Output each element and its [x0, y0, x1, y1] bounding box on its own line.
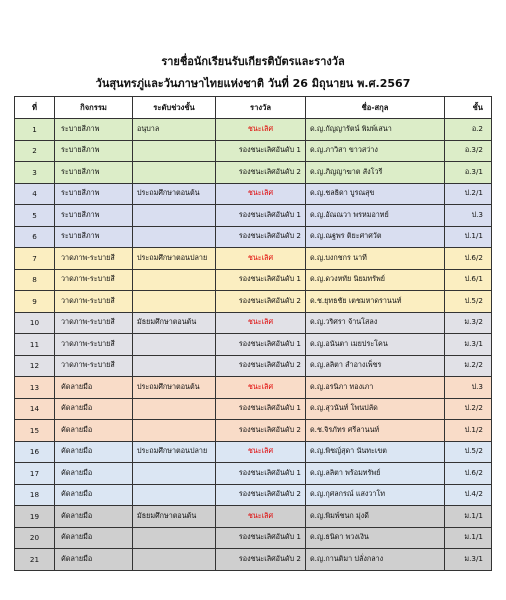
cell-award: รองชนะเลิศอันดับ 2 [216, 162, 306, 184]
cell-award: รองชนะเลิศอันดับ 2 [216, 420, 306, 442]
cell-name: ด.ญ.อัณณวา พรหมอาทย์ [306, 205, 445, 227]
cell-activity: วาดภาพ-ระบายสี [55, 312, 133, 334]
table-row [15, 162, 492, 184]
cell-level [133, 205, 216, 227]
cell-award: ชนะเลิศ [216, 377, 306, 399]
cell-class: ป.2/1 [445, 183, 492, 205]
table-row [15, 398, 492, 420]
table-row [15, 355, 492, 377]
table-row [15, 291, 492, 313]
cell-activity: คัดลายมือ [55, 549, 133, 571]
cell-name: ด.ญ.ธนิดา พวงเงิน [306, 527, 445, 549]
cell-award: รองชนะเลิศอันดับ 2 [216, 291, 306, 313]
cell-no: 8 [15, 269, 55, 291]
cell-activity: วาดภาพ-ระบายสี [55, 334, 133, 356]
cell-no: 21 [15, 549, 55, 571]
cell-award: รองชนะเลิศอันดับ 1 [216, 269, 306, 291]
cell-no: 7 [15, 248, 55, 270]
cell-award: รองชนะเลิศอันดับ 2 [216, 549, 306, 571]
cell-activity: ระบายสีภาพ [55, 162, 133, 184]
column-header-activity: กิจกรรม [55, 97, 133, 119]
cell-name: ด.ญ.ลลิตา สำอางเพ็ชร [306, 355, 445, 377]
table-row [15, 183, 492, 205]
cell-award: รองชนะเลิศอันดับ 1 [216, 463, 306, 485]
cell-award: รองชนะเลิศอันดับ 2 [216, 355, 306, 377]
cell-award: ชนะเลิศ [216, 248, 306, 270]
cell-class: ป.6/2 [445, 463, 492, 485]
cell-activity: คัดลายมือ [55, 441, 133, 463]
column-header-award: รางวัล [216, 97, 306, 119]
cell-award: รองชนะเลิศอันดับ 2 [216, 484, 306, 506]
cell-name: ด.ญ.กุศลกรณ์ แสงวาโท [306, 484, 445, 506]
awards-table [14, 96, 492, 571]
cell-name: ด.ญ.พิชญ์สุดา นันทะเขต [306, 441, 445, 463]
cell-activity: คัดลายมือ [55, 506, 133, 528]
cell-name: ด.ญ.ดวงหทัย นิยมทรัพย์ [306, 269, 445, 291]
cell-level [133, 484, 216, 506]
cell-level: มัธยมศึกษาตอนต้น [133, 312, 216, 334]
table-row [15, 119, 492, 141]
cell-level [133, 291, 216, 313]
cell-level [133, 420, 216, 442]
cell-name: ด.ช.จิรภัทร ศรีลานนท์ [306, 420, 445, 442]
cell-name: ด.ญ.กานติมา ปลั่งกลาง [306, 549, 445, 571]
table-row [15, 420, 492, 442]
cell-activity: คัดลายมือ [55, 377, 133, 399]
table-row [15, 506, 492, 528]
cell-name: ด.ช.ยุทธชัย เตชมหาดรานนท์ [306, 291, 445, 313]
cell-class: ป.2/2 [445, 398, 492, 420]
cell-no: 6 [15, 226, 55, 248]
cell-award: ชนะเลิศ [216, 506, 306, 528]
cell-award: รองชนะเลิศอันดับ 1 [216, 398, 306, 420]
table-row [15, 269, 492, 291]
cell-level [133, 549, 216, 571]
cell-no: 9 [15, 291, 55, 313]
cell-level: ประถมศึกษาตอนปลาย [133, 248, 216, 270]
cell-level: อนุบาล [133, 119, 216, 141]
table-header-row [15, 97, 492, 119]
column-header-level: ระดับช่วงชั้น [133, 97, 216, 119]
cell-award: รองชนะเลิศอันดับ 1 [216, 334, 306, 356]
cell-name: ด.ญ.บงกชกร นาที [306, 248, 445, 270]
cell-no: 20 [15, 527, 55, 549]
cell-level [133, 269, 216, 291]
cell-class: ม.2/2 [445, 355, 492, 377]
cell-class: ป.5/2 [445, 291, 492, 313]
cell-award: รองชนะเลิศอันดับ 2 [216, 226, 306, 248]
cell-activity: คัดลายมือ [55, 420, 133, 442]
cell-level: มัธยมศึกษาตอนต้น [133, 506, 216, 528]
cell-name: ด.ญ.สุวนันท์ โพนปลัด [306, 398, 445, 420]
cell-no: 12 [15, 355, 55, 377]
cell-level [133, 162, 216, 184]
cell-activity: คัดลายมือ [55, 484, 133, 506]
cell-activity: วาดภาพ-ระบายสี [55, 355, 133, 377]
cell-class: อ.2 [445, 119, 492, 141]
column-header-name: ชื่อ-สกุล [306, 97, 445, 119]
cell-activity: คัดลายมือ [55, 527, 133, 549]
cell-activity: ระบายสีภาพ [55, 226, 133, 248]
cell-no: 17 [15, 463, 55, 485]
cell-name: ด.ญ.ภาวิสา ขาวสว่าง [306, 140, 445, 162]
cell-level [133, 527, 216, 549]
table-row [15, 377, 492, 399]
cell-class: ม.3/1 [445, 334, 492, 356]
cell-no: 5 [15, 205, 55, 227]
cell-no: 1 [15, 119, 55, 141]
cell-activity: คัดลายมือ [55, 398, 133, 420]
cell-class: ป.1/1 [445, 226, 492, 248]
cell-activity: ระบายสีภาพ [55, 205, 133, 227]
cell-activity: คัดลายมือ [55, 463, 133, 485]
cell-activity: วาดภาพ-ระบายสี [55, 291, 133, 313]
table-row [15, 140, 492, 162]
cell-class: อ.3/1 [445, 162, 492, 184]
cell-award: รองชนะเลิศอันดับ 1 [216, 527, 306, 549]
cell-no: 3 [15, 162, 55, 184]
cell-award: ชนะเลิศ [216, 183, 306, 205]
cell-name: ด.ญ.อรนิภา ทองเภา [306, 377, 445, 399]
cell-class: ป.3 [445, 377, 492, 399]
cell-no: 19 [15, 506, 55, 528]
cell-level [133, 355, 216, 377]
column-header-class: ชั้น [445, 97, 492, 119]
cell-name: ด.ญ.พิมพ์ชนก มุ่งดี [306, 506, 445, 528]
cell-level: ประถมศึกษาตอนต้น [133, 183, 216, 205]
cell-no: 16 [15, 441, 55, 463]
cell-no: 2 [15, 140, 55, 162]
cell-no: 14 [15, 398, 55, 420]
cell-name: ด.ญ.ภิญญาฆาต สังโวรี [306, 162, 445, 184]
table-row [15, 463, 492, 485]
cell-class: ป.1/2 [445, 420, 492, 442]
cell-award: รองชนะเลิศอันดับ 1 [216, 205, 306, 227]
table-row [15, 527, 492, 549]
cell-level: ประถมศึกษาตอนปลาย [133, 441, 216, 463]
cell-name: ด.ญ.อนันตา เมยประโคน [306, 334, 445, 356]
cell-no: 11 [15, 334, 55, 356]
table-row [15, 205, 492, 227]
cell-no: 15 [15, 420, 55, 442]
cell-level [133, 140, 216, 162]
column-header-no: ที่ [15, 97, 55, 119]
cell-award: รองชนะเลิศอันดับ 1 [216, 140, 306, 162]
cell-class: อ.3/2 [445, 140, 492, 162]
table-row [15, 549, 492, 571]
cell-name: ด.ญ.ชลธิดา บูรณสุข [306, 183, 445, 205]
page-subtitle: วันสุนทรภู่และวันภาษาไทยแห่งชาติ วันที่ 26 มิถุนายน พ.ศ.2567 [95, 77, 411, 90]
cell-class: ม.3/1 [445, 549, 492, 571]
cell-name: ด.ญ.ณฐพร ติยะศาศวัต [306, 226, 445, 248]
cell-no: 10 [15, 312, 55, 334]
cell-activity: ระบายสีภาพ [55, 140, 133, 162]
cell-level [133, 334, 216, 356]
cell-class: ป.6/1 [445, 269, 492, 291]
table-row [15, 226, 492, 248]
cell-no: 4 [15, 183, 55, 205]
table-row [15, 248, 492, 270]
cell-award: ชนะเลิศ [216, 441, 306, 463]
cell-class: ม.1/1 [445, 506, 492, 528]
cell-level [133, 398, 216, 420]
table-body [15, 119, 492, 571]
cell-level [133, 226, 216, 248]
cell-award: ชนะเลิศ [216, 312, 306, 334]
table-row [15, 312, 492, 334]
cell-name: ด.ญ.กัญญารัตน์ พิมพ์เสนา [306, 119, 445, 141]
cell-name: ด.ญ.ลลิตา พร้อมทรัพย์ [306, 463, 445, 485]
table-row [15, 441, 492, 463]
cell-no: 18 [15, 484, 55, 506]
cell-no: 13 [15, 377, 55, 399]
cell-activity: ระบายสีภาพ [55, 119, 133, 141]
cell-level [133, 463, 216, 485]
cell-class: ป.6/2 [445, 248, 492, 270]
cell-class: ม.3/2 [445, 312, 492, 334]
cell-class: ป.3 [445, 205, 492, 227]
page-title: รายชื่อนักเรียนรับเกียรติบัตรและรางวัล [161, 55, 345, 68]
cell-activity: วาดภาพ-ระบายสี [55, 269, 133, 291]
cell-activity: ระบายสีภาพ [55, 183, 133, 205]
cell-class: ป.4/2 [445, 484, 492, 506]
table-row [15, 484, 492, 506]
cell-class: ป.5/2 [445, 441, 492, 463]
cell-level: ประถมศึกษาตอนต้น [133, 377, 216, 399]
table-row [15, 334, 492, 356]
cell-award: ชนะเลิศ [216, 119, 306, 141]
cell-class: ม.1/1 [445, 527, 492, 549]
cell-activity: วาดภาพ-ระบายสี [55, 248, 133, 270]
cell-name: ด.ญ.วริศรา จ้านโสลง [306, 312, 445, 334]
